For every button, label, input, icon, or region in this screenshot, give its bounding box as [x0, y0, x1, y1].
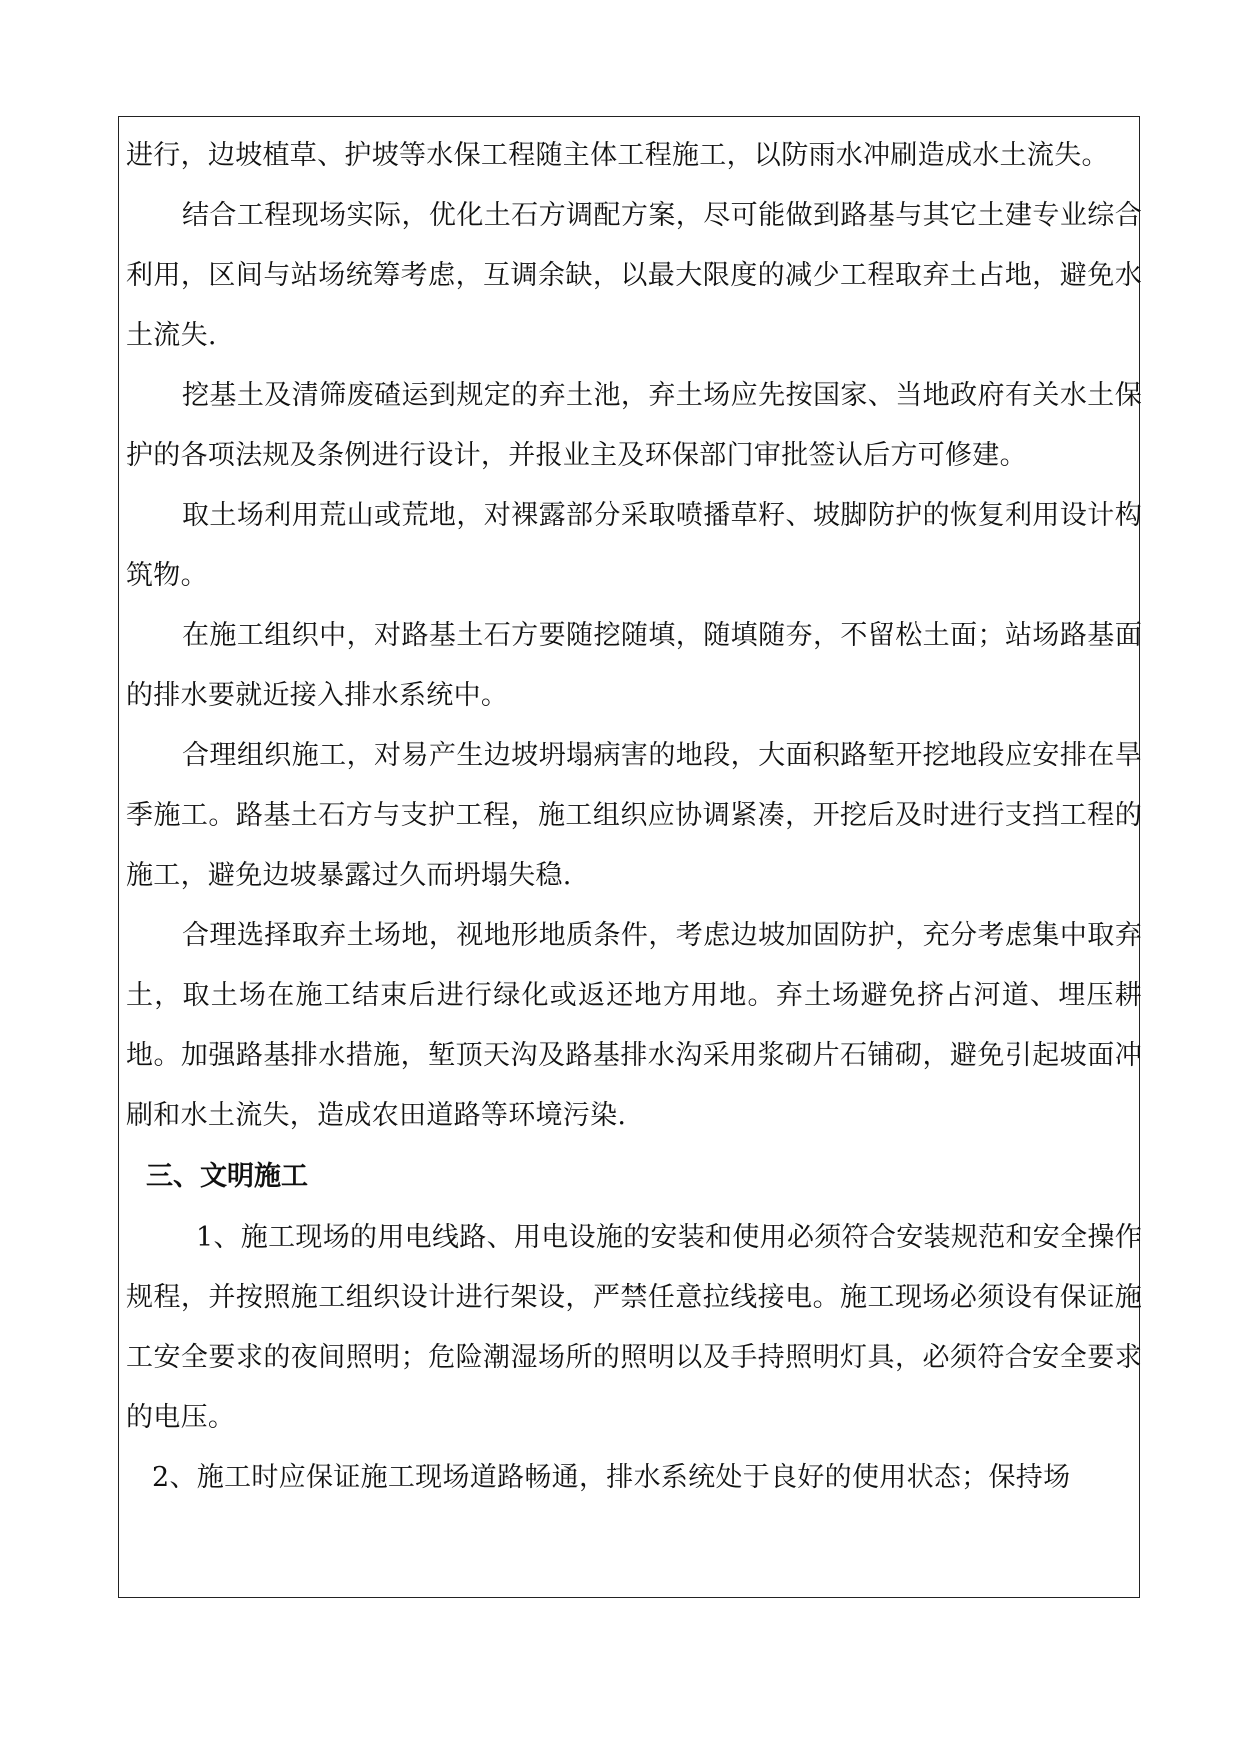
paragraph-site-selection: 合理选择取弃土场地，视地形地质条件，考虑边坡加固防护，充分考虑集中取弃土，取土场在施工结束后进行绿化或返还地方用地。弃土场避免挤占河道、埋压耕地。加强路基排水措施，堑顶天沟及路基排水沟采用浆砌片石铺砌，避免引起坡面冲刷和水土流失，造成农田道路等环境污染. — [126, 920, 1142, 1131]
paragraph-electrical-safety: 1、施工现场的用电线路、用电设施的安装和使用必须符合安装规范和安全操作规程，并按照施工组织设计进行架设，严禁任意拉线接电。施工现场必须设有保证施工安全要求的夜间照明；危险潮湿场所的照明以及手持照明灯具，必须符合安全要求的电压。 — [126, 1222, 1142, 1433]
paragraph-construction-organization: 在施工组织中，对路基土石方要随挖随填，随填随夯，不留松土面；站场路基面的排水要就近接入排水系统中。 — [126, 620, 1142, 711]
paragraph-continuation: 进行，边坡植草、护坡等水保工程随主体工程施工，以防雨水冲刷造成水土流失。 — [126, 140, 1109, 171]
paragraph-slope-protection: 合理组织施工，对易产生边坡坍塌病害的地段，大面积路堑开挖地段应安排在旱季施工。路基土石方与支护工程，施工组织应协调紧凑，开挖后及时进行支挡工程的施工，避免边坡暴露过久而坍塌失稳. — [126, 740, 1142, 891]
paragraph-borrow-pit: 取土场利用荒山或荒地，对裸露部分采取喷播草籽、坡脚防护的恢复利用设计构筑物。 — [126, 500, 1142, 591]
section-heading: 三、文明施工 — [146, 1161, 308, 1192]
paragraph-earthwork-balance: 结合工程现场实际，优化土石方调配方案，尽可能做到路基与其它土建专业综合利用，区间与站场统筹考虑，互调余缺，以最大限度的减少工程取弃土占地，避免水土流失. — [126, 200, 1142, 351]
document-body — [126, 126, 1142, 1508]
paragraph-road-drainage: 2、施工时应保证施工现场道路畅通，排水系统处于良好的使用状态；保持场 — [152, 1462, 1071, 1493]
paragraph-spoil-disposal: 挖基土及清筛废碴运到规定的弃土池，弃土场应先按国家、当地政府有关水土保护的各项法规及条例进行设计，并报业主及环保部门审批签认后方可修建。 — [126, 380, 1142, 471]
